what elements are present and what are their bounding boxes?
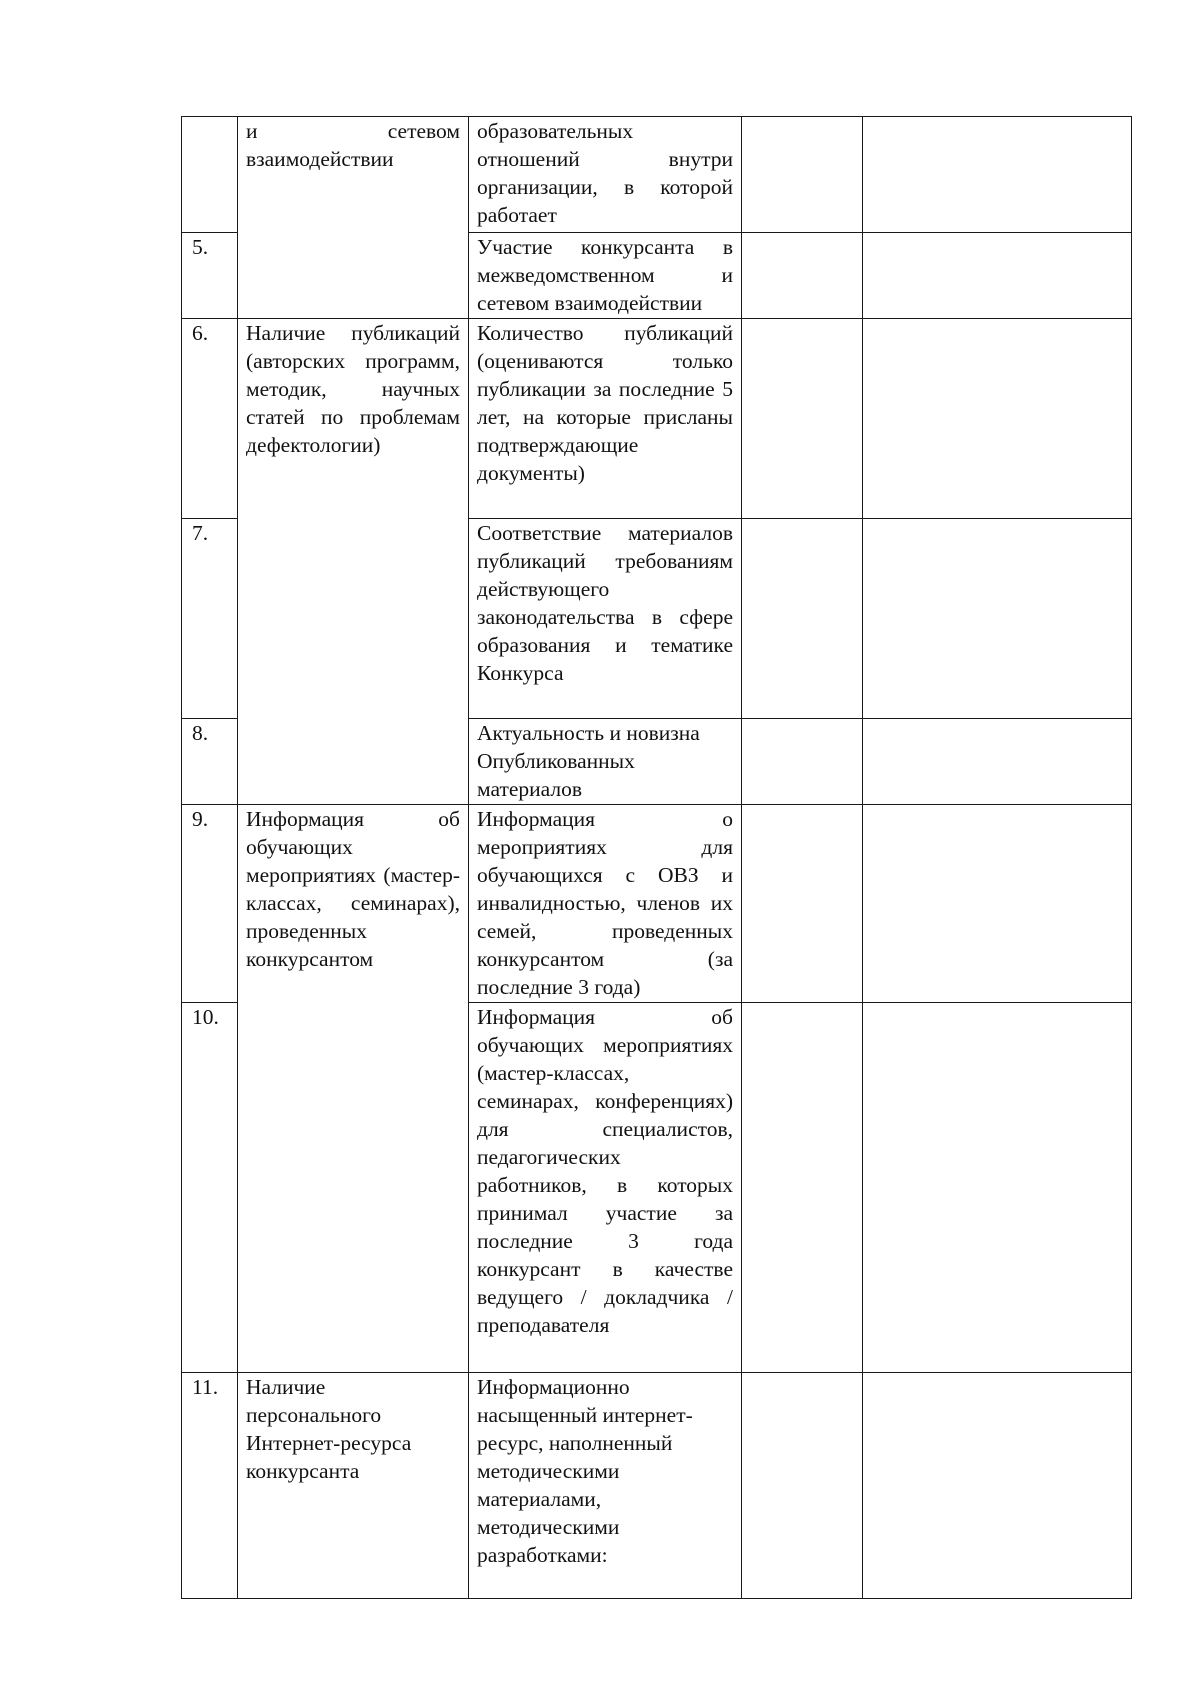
table-row	[182, 1373, 1132, 1599]
indicator-cell	[469, 319, 742, 519]
score-cell	[742, 233, 863, 319]
comment-cell	[863, 319, 1132, 519]
indicator-cell	[469, 719, 742, 805]
indicator-text: Информационно насыщенный интернет-ресурс, наполненный методическими материалами, методическими разработками:	[477, 1375, 693, 1567]
indicator-text: образовательных отношений внутри организации, в которой работает	[477, 119, 733, 227]
criterion-cell	[238, 319, 469, 805]
criterion-cell	[238, 1373, 469, 1599]
score-cell	[742, 805, 863, 1003]
row-number-cell: 11.	[182, 1373, 238, 1599]
comment-cell	[863, 1373, 1132, 1599]
indicator-text: Информация об обучающих мероприятиях (мастер-классах, семинарах, конференциях) для специалистов, педагогических работников, в которых принимал участие за последние 3 года конкурсант в качестве ведущего / докладчика / преподавателя	[477, 1005, 733, 1337]
comment-cell	[863, 519, 1132, 719]
score-cell	[742, 719, 863, 805]
comment-cell	[863, 1003, 1132, 1373]
row-number-cell: 8.	[182, 719, 238, 805]
indicator-cell	[469, 233, 742, 319]
score-cell	[742, 519, 863, 719]
criterion-text: Информация об обучающих мероприятиях (мастер-классах, семинарах), проведенных конкурсантом	[246, 807, 460, 971]
table-row	[182, 805, 1132, 1003]
indicator-text: Количество публикаций (оцениваются только публикации за последние 5 лет, на которые присланы подтверждающие документы)	[477, 321, 733, 485]
criterion-cell	[238, 117, 469, 319]
indicator-text: Соответствие материалов публикаций требованиям действующего законодательства в сфере образования и тематике Конкурса	[477, 521, 733, 685]
criterion-text: и сетевом взаимодействии	[246, 119, 460, 171]
indicator-text: Информация о мероприятиях для обучающихся с ОВЗ и инвалидностью, членов их семей, проведенных конкурсантом (за последние 3 года)	[477, 807, 733, 999]
table-row	[182, 117, 1132, 233]
score-cell	[742, 1003, 863, 1373]
row-number-cell: 5.	[182, 233, 238, 319]
score-cell	[742, 1373, 863, 1599]
indicator-text: Актуальность и новизна Опубликованных материалов	[477, 721, 700, 801]
row-number-cell: 9.	[182, 805, 238, 1003]
comment-cell	[863, 719, 1132, 805]
score-cell	[742, 319, 863, 519]
indicator-cell	[469, 1373, 742, 1599]
comment-cell	[863, 805, 1132, 1003]
indicator-text: Участие конкурсанта в межведомственном и сетевом взаимодействии	[477, 235, 733, 315]
indicator-cell	[469, 519, 742, 719]
row-number-cell: 10.	[182, 1003, 238, 1373]
criterion-text: Наличие публикаций (авторских программ, методик, научных статей по проблемам дефектологии)	[246, 321, 460, 457]
comment-cell	[863, 233, 1132, 319]
criterion-text: Наличие персонального Интернет-ресурса конкурсанта	[246, 1375, 412, 1483]
row-number-cell: 6.	[182, 319, 238, 519]
criteria-table	[181, 116, 1132, 1599]
row-number-cell	[182, 117, 238, 233]
indicator-cell	[469, 117, 742, 233]
indicator-cell	[469, 1003, 742, 1373]
comment-cell	[863, 117, 1132, 233]
table-row	[182, 319, 1132, 519]
row-number-cell: 7.	[182, 519, 238, 719]
criterion-cell	[238, 805, 469, 1373]
indicator-cell	[469, 805, 742, 1003]
score-cell	[742, 117, 863, 233]
